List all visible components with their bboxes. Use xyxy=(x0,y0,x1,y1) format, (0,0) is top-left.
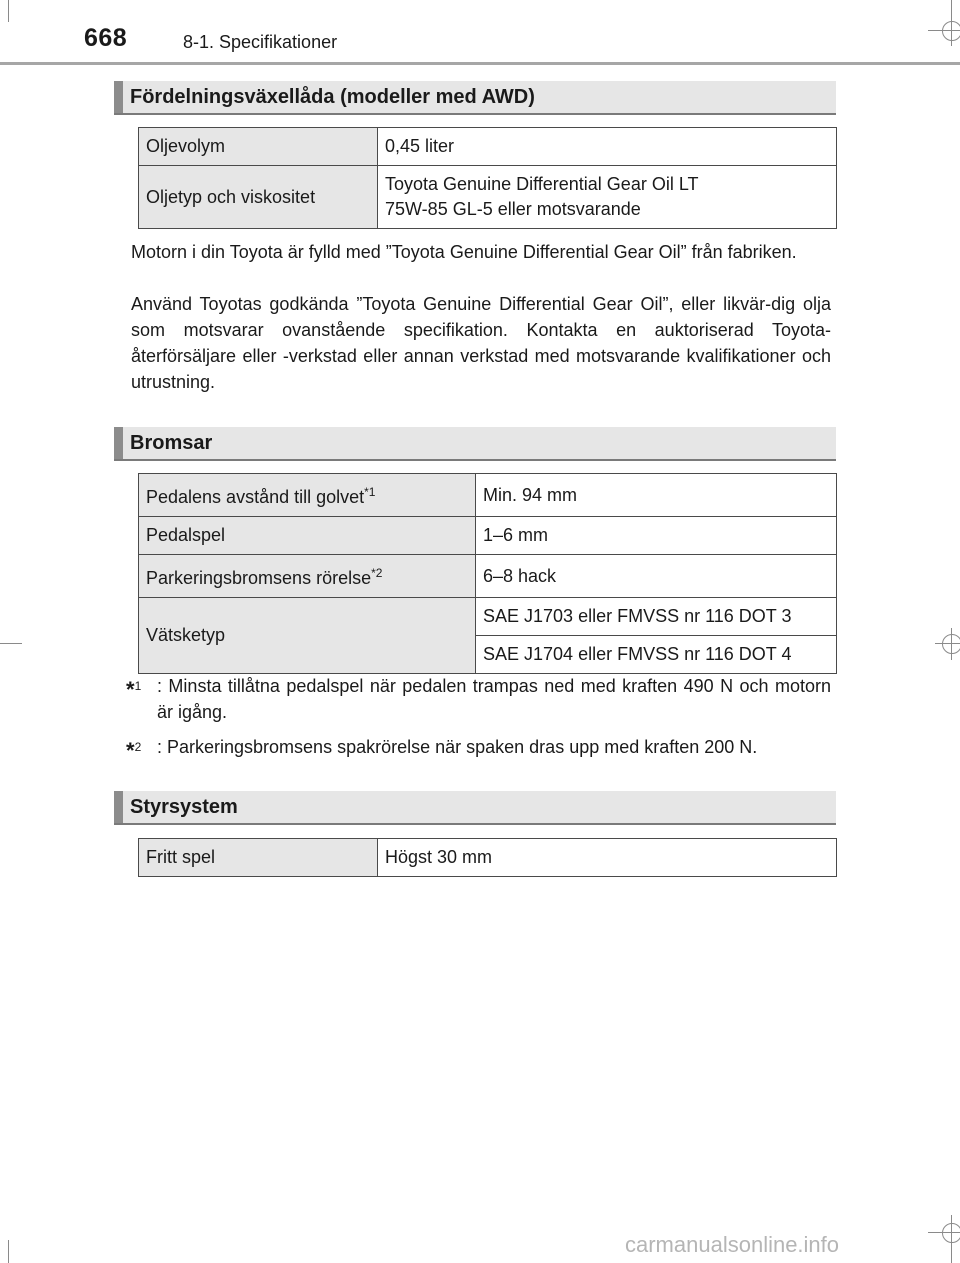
table-row xyxy=(139,517,837,555)
watermark: carmanualsonline.info xyxy=(625,1232,840,1257)
spec-value: Min. 94 mm xyxy=(476,474,837,517)
footnote-ref: *1 xyxy=(364,485,376,499)
table-row xyxy=(139,474,837,517)
table-row xyxy=(139,598,837,636)
footnote-2 xyxy=(126,734,831,763)
spec-label: Vätsketyp xyxy=(139,598,476,674)
spec-value: 0,45 liter xyxy=(378,128,837,166)
section-heading-transfer xyxy=(114,81,836,115)
footnote-asterisk: * xyxy=(126,738,135,763)
section-heading-steering xyxy=(114,791,836,825)
footnote-ref: *2 xyxy=(371,566,383,580)
footnote-marker xyxy=(126,673,158,704)
spec-value: 1–6 mm xyxy=(476,517,837,555)
crop-mark-bottom-left xyxy=(8,1240,9,1263)
table-row xyxy=(139,555,837,598)
spec-label-text: Pedalens avstånd till golvet xyxy=(146,487,365,507)
page-number: 668 xyxy=(84,24,128,52)
table-row xyxy=(139,166,837,229)
spec-value: SAE J1703 eller FMVSS nr 116 DOT 3 xyxy=(476,598,837,636)
table-row xyxy=(139,128,837,166)
spec-value: SAE J1704 eller FMVSS nr 116 DOT 4 xyxy=(476,636,837,674)
chapter-title: 8-1. Specifikationer xyxy=(183,32,338,52)
spec-label: Oljevolym xyxy=(139,128,378,166)
transfer-paragraph-1: Motorn i din Toyota är fylld med ”Toyota Genuine Differential Gear Oil” från fabriken. xyxy=(131,242,797,262)
footnote-marker xyxy=(126,734,158,765)
table-row xyxy=(139,839,837,877)
registration-circle-mid xyxy=(942,634,960,654)
footnote-1 xyxy=(126,673,831,725)
section-heading-brakes xyxy=(114,427,836,461)
spec-label: Pedalspel xyxy=(139,517,476,555)
footnote-asterisk: * xyxy=(126,677,135,702)
spec-value-line: Toyota Genuine Differential Gear Oil LT xyxy=(385,174,699,194)
page-header xyxy=(0,0,960,64)
spec-value: Högst 30 mm xyxy=(378,839,837,877)
header-divider xyxy=(0,62,960,65)
crop-mark-mid-left xyxy=(0,643,22,644)
registration-circle-bottom xyxy=(942,1223,960,1243)
spec-label xyxy=(139,555,476,598)
spec-label xyxy=(139,474,476,517)
spec-label-text: Parkeringsbromsens rörelse xyxy=(146,568,372,588)
footnote-text: : Minsta tillåtna pedalspel när pedalen trampas ned med kraften 490 N och motorn är igång. xyxy=(157,676,831,722)
spec-value-line: 75W-85 GL-5 eller motsvarande xyxy=(385,199,641,219)
footnote-number: 2 xyxy=(134,740,142,754)
section-title-steering: Styrsystem xyxy=(130,796,238,818)
brakes-spec-table xyxy=(138,473,837,674)
heading-accent-bar xyxy=(114,427,123,459)
spec-label: Oljetyp och viskositet xyxy=(139,166,378,229)
heading-accent-bar xyxy=(114,791,123,823)
transfer-paragraph-2: Använd Toyotas godkända ”Toyota Genuine Differential Gear Oil”, eller likvär-dig olja som motsvarar ovanstående specifikation. Kontakta en auktoriserad Toyota-återförsäljare eller -verkstad eller annan verkstad med motsvarande kvalifikationer och utrustning. xyxy=(131,294,831,392)
footnote-text: : Parkeringsbromsens spakrörelse när spaken dras upp med kraften 200 N. xyxy=(157,737,758,757)
steering-spec-table xyxy=(138,838,837,877)
spec-value xyxy=(378,166,837,229)
footnote-number: 1 xyxy=(134,679,142,693)
section-title-brakes: Bromsar xyxy=(130,432,213,454)
spec-value: 6–8 hack xyxy=(476,555,837,598)
transfer-spec-table xyxy=(138,127,837,229)
spec-label: Fritt spel xyxy=(139,839,378,877)
heading-accent-bar xyxy=(114,81,123,113)
section-title-transfer: Fördelningsväxellåda (modeller med AWD) xyxy=(130,86,535,108)
